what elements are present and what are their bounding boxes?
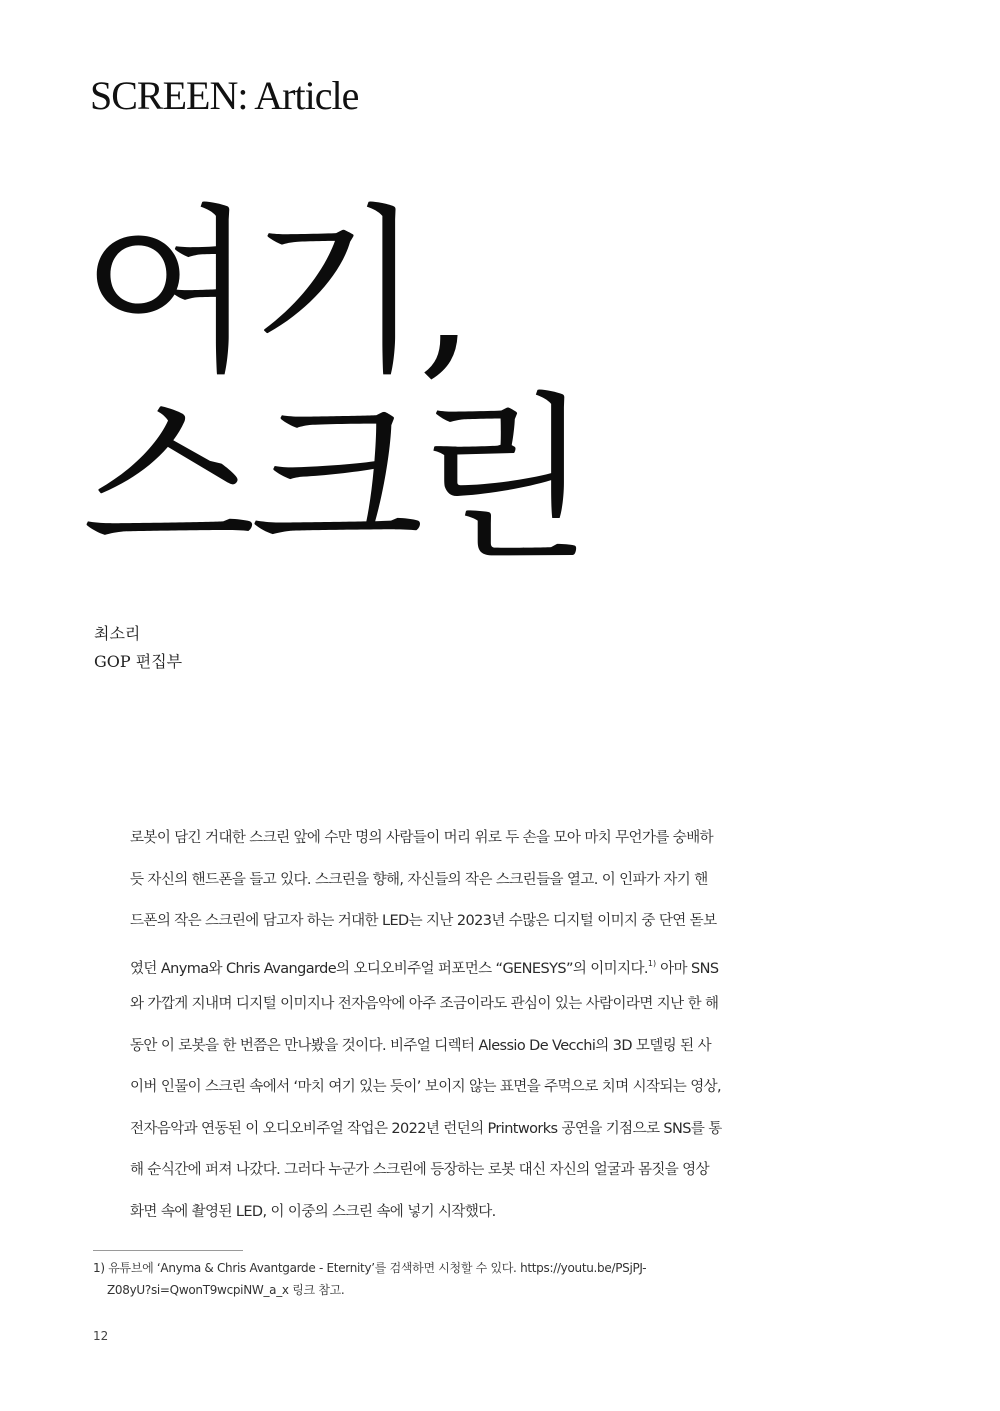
body-line: 해 순식간에 퍼져 나갔다. 그러다 누군가 스크린에 등장하는 로봇 대신 자신의 얼굴과 몸짓을 영상 [130,1162,709,1178]
body-line-tail: 아마 SNS [656,960,719,977]
body-line: 화면 속에 촬영된 LED, 이 이중의 스크린 속에 넣기 시작했다. [130,1203,496,1220]
section-label: SCREEN: Article [90,73,359,118]
footnote-reference[interactable]: 1) [647,958,657,968]
author-name: 최소리 [94,624,141,643]
body-line: 드폰의 작은 스크린에 담고자 하는 거대한 LED는 지난 2023년 수많은 디지털 이미지 중 단연 돋보 [130,913,717,929]
body-line-with-footnote [130,943,730,985]
body-line: 와 가깝게 지내며 디지털 이미지나 전자음악에 아주 조금이라도 관심이 있는 사람이라면 지난 한 해 [130,996,719,1012]
footnote-line-2: Z08yU?si=QwonT9wcpiNW_a_x 링크 참고. [107,1283,345,1297]
body-line: 동안 이 로봇을 한 번쯤은 만나봤을 것이다. 비주얼 디렉터 Alessio De Vecchi의 3D 모델링 된 사 [130,1037,711,1054]
body-line: 듯 자신의 핸드폰을 들고 있다. 스크린을 향해, 자신들의 작은 스크린들을 열고. 이 인파가 자기 핸 [130,871,708,888]
footnote [93,1257,733,1301]
footnote-line-1: 1) 유튜브에 ‘Anyma & Chris Avantgarde - Eternity’를 검색하면 시청할 수 있다. https://youtu.be/PSjPJ- [93,1261,647,1275]
article-title [82,189,586,586]
body-line: 이버 인물이 스크린 속에서 ‘마치 여기 있는 듯이’ 보이지 않는 표면을 주먹으로 치며 시작되는 영상, [130,1079,722,1095]
body-line: 로봇이 담긴 거대한 스크린 앞에 수만 명의 사람들이 머리 위로 두 손을 모아 마치 무언가를 숭배하 [130,830,714,846]
article-body [130,818,730,1233]
footnote-divider [93,1250,243,1251]
byline [94,620,182,676]
page-number: 12 [93,1329,109,1343]
author-affiliation: GOP 편집부 [94,652,183,671]
article-title-line-1: 여기, [82,189,469,398]
body-line-text: 였던 Anyma와 Chris Avangarde의 오디오비주얼 퍼포먼스 “GENESYS”의 이미지다. [130,960,648,977]
body-line: 전자음악과 연동된 이 오디오비주얼 작업은 2022년 런던의 Printworks 공연을 기점으로 SNS를 통 [130,1120,722,1137]
article-title-line-2: 스크린 [82,377,586,586]
